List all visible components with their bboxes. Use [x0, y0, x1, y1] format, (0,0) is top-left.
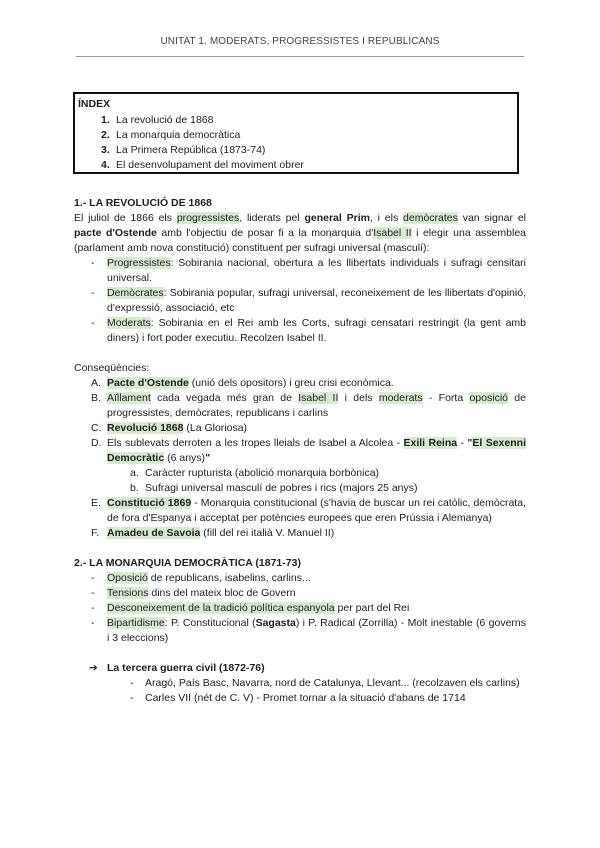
list-item: - Demòcrates: Sobirania popular, sufragi universal, reconeixement de les llibertats d'opinió, d'expressió, associació, etc [91, 287, 526, 314]
index-title: ÍNDEX [78, 98, 111, 110]
list-item: - Carles VII (nét de C. V) - Promet tornar a la situació d'abans de 1714 [130, 692, 466, 704]
list-item: a. Caràcter rupturista (abolició monarquia borbònica) [130, 467, 380, 479]
list-item: A. Pacte d'Ostende (unió dels opositors) i greu crisi econòmica. [91, 377, 394, 389]
arrow-item: ➔ La tercera guerra civil (1872-76) [89, 662, 265, 674]
list-item: F. Amadeu de Savoia (fill del rei italià V. Manuel II) [91, 527, 335, 539]
list-item: - Oposició de republicans, isabelins, carlins... [91, 572, 311, 584]
list-item: - Tensions dins del mateix bloc de Govern [91, 587, 296, 599]
section-1-heading: 1.- LA REVOLUCIÓ DE 1868 [74, 197, 212, 209]
list-item: - Progressistes: Sobirania nacional, obertura a les llibertats individuals i sufragi censitari universal. [91, 257, 526, 284]
list-item: D. Els sublevats derroten a les tropes lleials de Isabel a Alcolea - Exili Reina - "El Sexenni Democràtic (6 anys)" [91, 437, 526, 464]
document-body [74, 196, 526, 706]
list-item: E. Constitució 1869 - Monarquia constitucional (s'havia de buscar un rei catòlic, demòcrata, de fora d'Espanya i acceptat per potències europees que eren Prússia i Alemanya) [91, 497, 526, 524]
list-item: - Bipartidisme: P. Constitucional (Sagasta) i P. Radical (Zorrilla) - Molt inestable (6 governs i 3 eleccions) [91, 617, 526, 644]
index-item: 2. La monarquia democràtica [101, 129, 241, 141]
consequences-label: Conseqüències: [74, 362, 150, 374]
index-item: 3. La Primera República (1873-74) [101, 144, 266, 156]
list-item: B. Aïllament cada vegada més gran de Isabel II i dels moderats - Forta oposició de progressistes, demòcrates, republicans i carlins [91, 392, 526, 419]
list-item: - Desconeixement de la tradició política espanyola per part del Rei [91, 602, 410, 614]
index-item: 1. La revolució de 1868 [101, 114, 214, 126]
list-item: C. Revolució 1868 (La Gloriosa) [91, 422, 248, 434]
page-header: UNITAT 1. MODERATS, PROGRESSISTES I REPUBLICANS [160, 36, 440, 47]
index-list [78, 113, 517, 173]
section-2-heading: 2.- LA MONARQUIA DEMOCRÀTICA (1871-73) [74, 557, 301, 569]
index-box [73, 92, 519, 174]
list-item: - Aragó, País Basc, Navarra, nord de Catalunya, Llevant... (recolzaven els carlins) [130, 677, 520, 689]
list-item: - Moderats: Sobirania en el Rei amb les Corts, sufragi censatari restringit (la gent amb diners) i fort poder executiu. Recolzen Isabel II. [91, 317, 526, 344]
section-1-intro: El juliol de 1866 els progressistes, liderats pel general Prim, i els demòcrates van signar el pacte d'Ostende amb l'objectiu de posar fi a la monarquia d'Isabel II i elegir una assemblea (parlament amb nova constitució) constituent per sufragi universal (masculí): [74, 212, 526, 254]
list-item: b. Sufragi universal masculí de pobres i rics (majors 25 anys) [130, 482, 418, 494]
header-divider [76, 56, 524, 57]
index-item: 4. El desenvolupament del moviment obrer [101, 159, 304, 171]
